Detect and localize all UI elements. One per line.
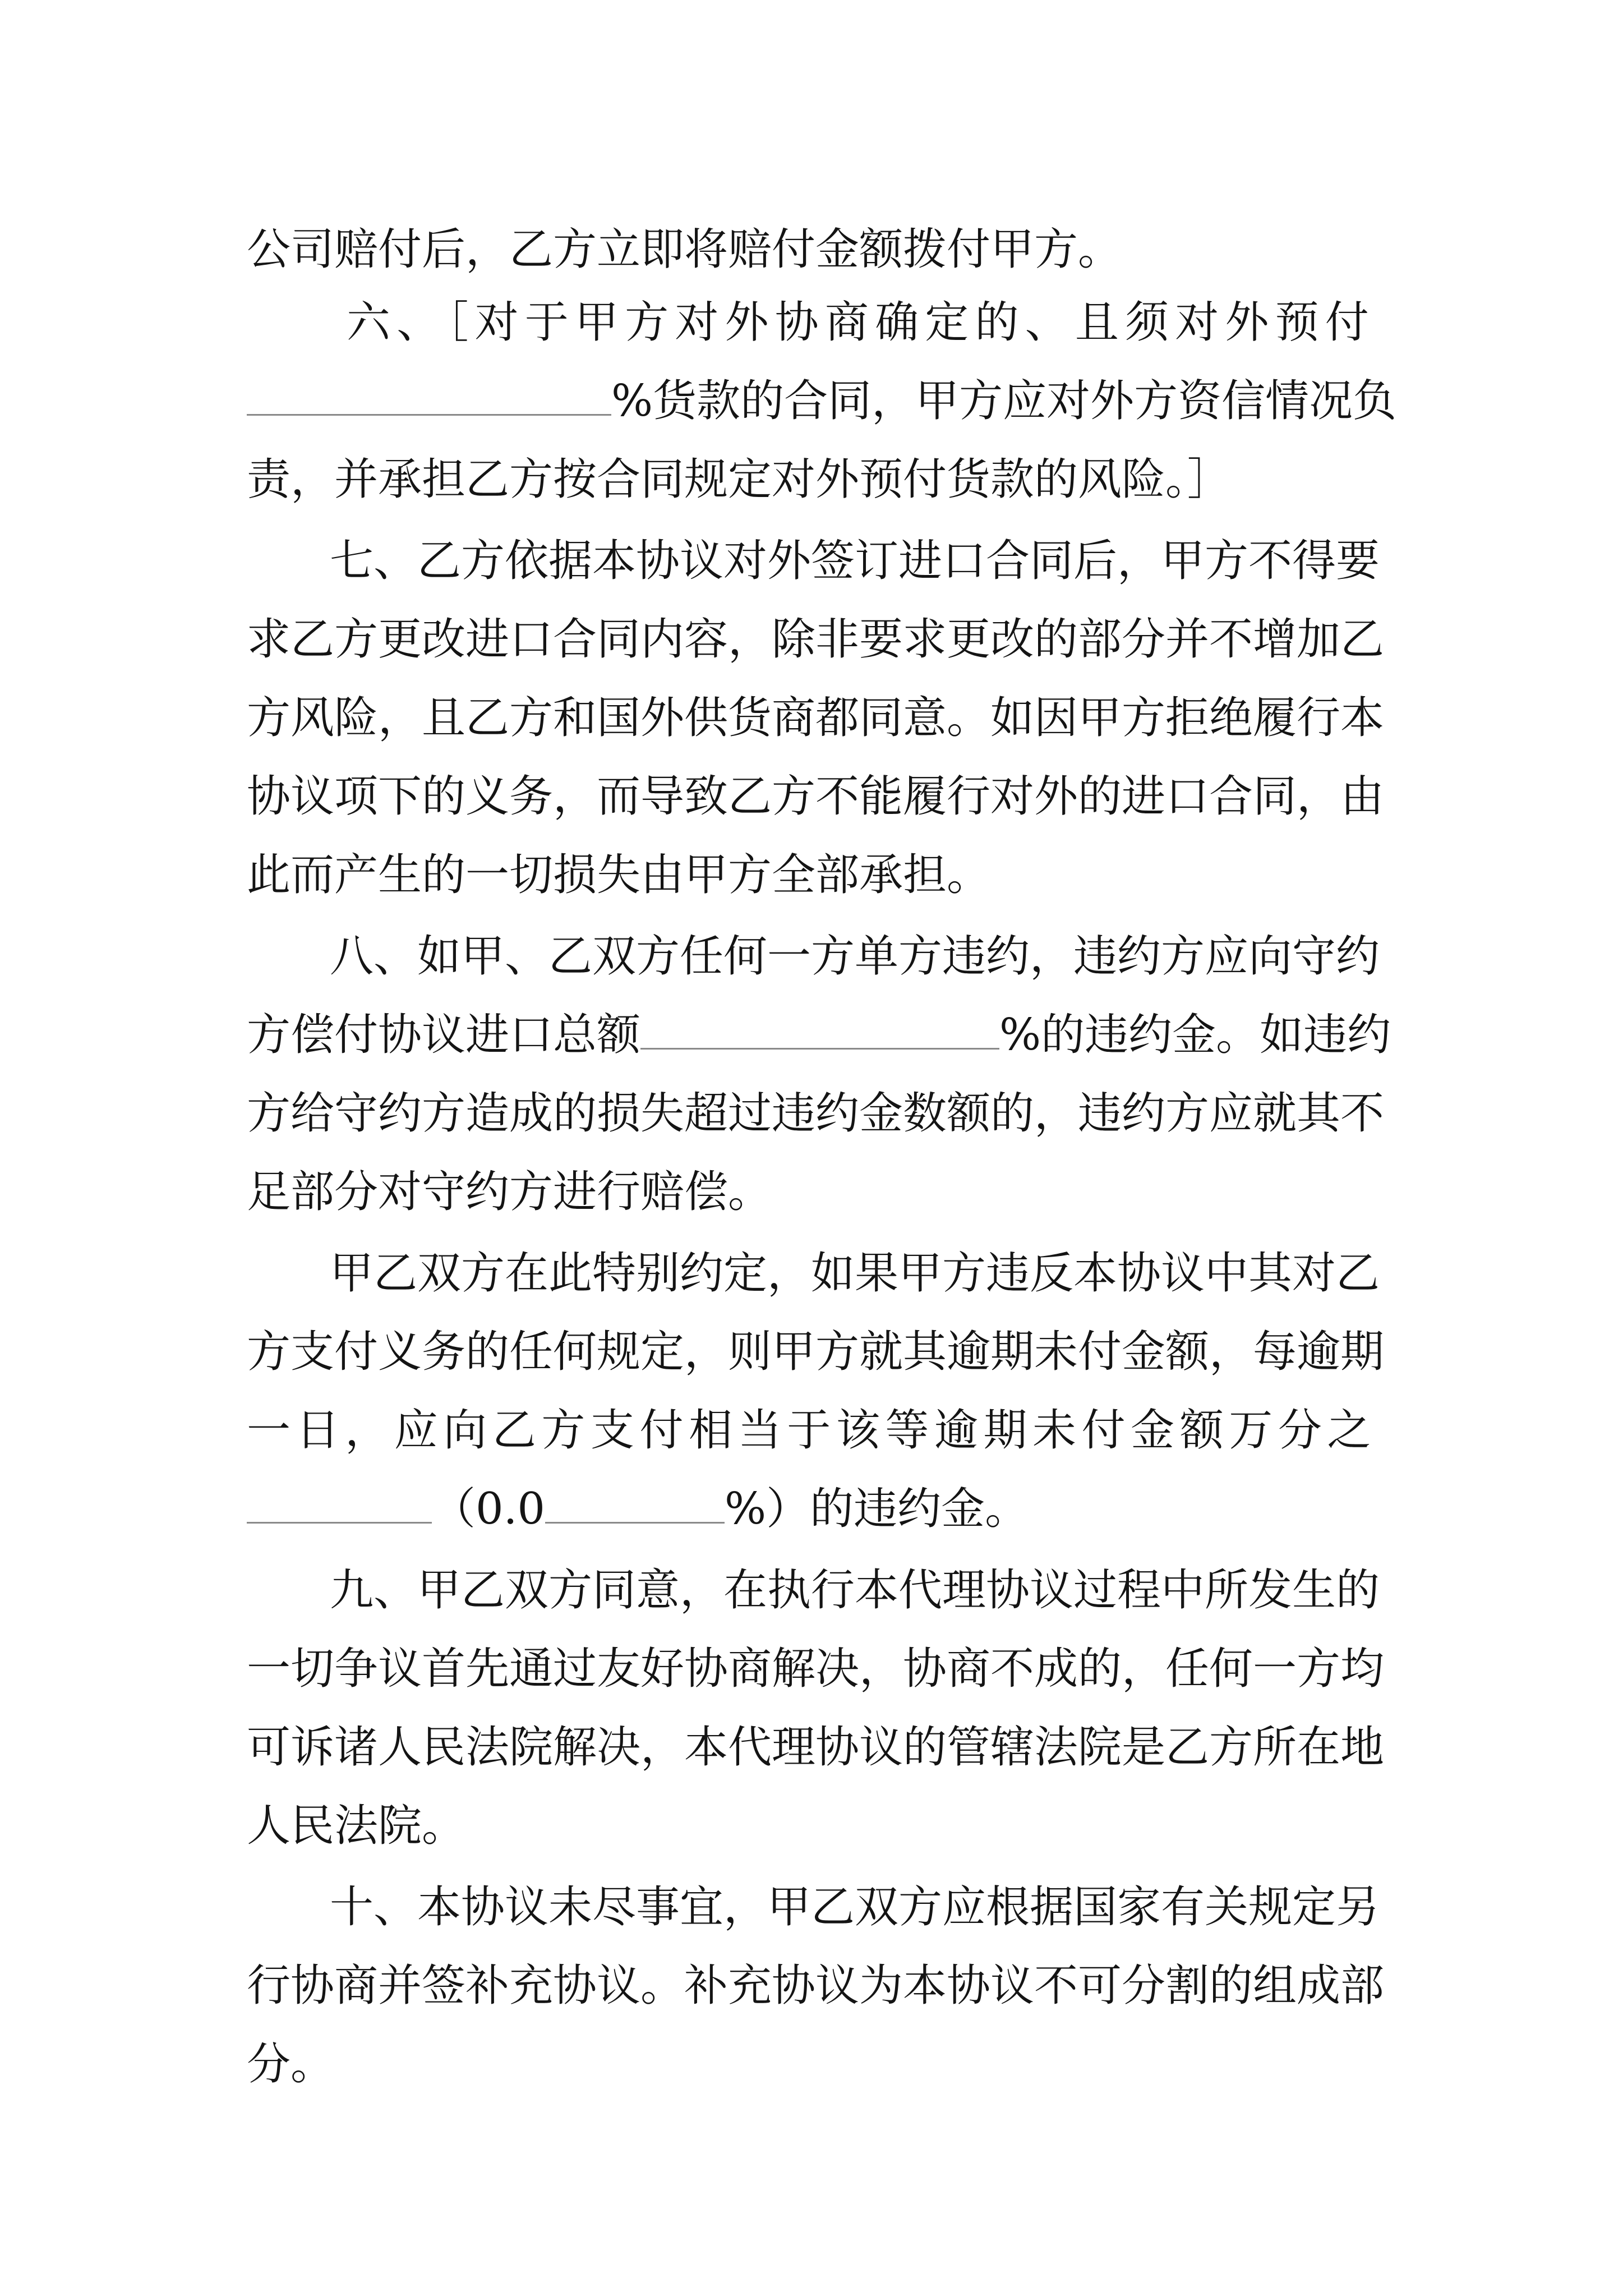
line-text: 甲乙双方在此特别约定，如果甲方违反本协议中其对乙	[330, 1248, 1380, 1299]
line-text: 十、本协议未尽事宜，甲乙双方应根据国家有关规定另	[330, 1882, 1380, 1932]
text-line	[247, 757, 1384, 836]
text-line	[247, 1074, 1384, 1153]
line-text: 可诉诸人民法院解决，本代理协议的管辖法院是乙方所在地	[247, 1722, 1385, 1773]
fill-in-blank	[247, 379, 611, 416]
line-text: 行协商并签补充协议。补充协议为本协议不可分割的组成部	[247, 1961, 1385, 2011]
line-text: 求乙方更改进口合同内容，除非要求更改的部分并不增加乙	[247, 614, 1385, 665]
fill-in-blank	[640, 1013, 999, 1050]
fill-in-blank	[545, 1487, 725, 1524]
text-line	[347, 283, 1375, 362]
line-text: 方支付义务的任何规定，则甲方就其逾期未付金额，每逾期	[247, 1327, 1385, 1377]
line-text: 九、甲乙双方同意，在执行本代理协议过程中所发生的	[330, 1565, 1380, 1616]
text-line	[247, 440, 1231, 519]
text-line	[247, 1708, 1384, 1787]
line-text: 八、如甲、乙双方任何一方单方违约，违约方应向守约	[330, 931, 1380, 982]
text-line	[247, 1391, 1376, 1470]
line-text: 人民法院。	[247, 1801, 466, 1851]
line-text: 方偿付协议进口总额	[247, 1010, 641, 1060]
text-line	[247, 362, 1396, 440]
fill-in-blank	[247, 1487, 432, 1524]
line-text: 协议项下的义务，而导致乙方不能履行对外的进口合同，由	[247, 771, 1385, 822]
text-line	[247, 836, 990, 914]
text-line	[330, 522, 1380, 600]
text-line	[247, 2025, 334, 2104]
text-line	[330, 1551, 1380, 1630]
line-text: %的违约金。如违约	[999, 1010, 1391, 1060]
text-line	[247, 996, 1391, 1074]
text-line	[330, 917, 1380, 996]
text-line	[247, 1787, 465, 1865]
text-line	[247, 1947, 1384, 2025]
line-text: 一日，应向乙方支付相当于该等逾期未付金额万分之	[247, 1405, 1377, 1456]
text-line	[247, 1153, 772, 1231]
line-text: 六、［对于甲方对外协商确定的、且须对外预付	[347, 297, 1376, 348]
line-text: %）的违约金。	[725, 1484, 1029, 1534]
text-line	[330, 1868, 1380, 1947]
text-line	[247, 679, 1384, 757]
text-line	[247, 1630, 1384, 1708]
line-text: 此而产生的一切损失由甲方全部承担。	[247, 850, 991, 900]
line-text: 责，并承担乙方按合同规定对外预付货款的风险。］	[247, 454, 1232, 505]
line-text: %货款的合同，甲方应对外方资信情况负	[611, 376, 1397, 426]
line-text: 足部分对守约方进行赔偿。	[247, 1167, 772, 1217]
line-text: 方风险，且乙方和国外供货商都同意。如因甲方拒绝履行本	[247, 693, 1385, 743]
line-text: （0.0	[432, 1484, 546, 1534]
line-text: 公司赔付后，乙方立即将赔付金额拨付甲方。	[247, 224, 1122, 275]
text-line	[247, 1470, 1029, 1548]
line-text: 七、乙方依据本协议对外签订进口合同后，甲方不得要	[330, 536, 1380, 586]
text-line	[247, 210, 1122, 289]
line-text: 一切争议首先通过友好协商解决，协商不成的，任何一方均	[247, 1644, 1385, 1694]
text-line	[330, 1234, 1380, 1313]
line-text: 方给守约方造成的损失超过违约金数额的，违约方应就其不	[247, 1088, 1385, 1139]
line-text: 分。	[247, 2039, 335, 2090]
text-line	[247, 600, 1384, 679]
text-line	[247, 1313, 1384, 1391]
